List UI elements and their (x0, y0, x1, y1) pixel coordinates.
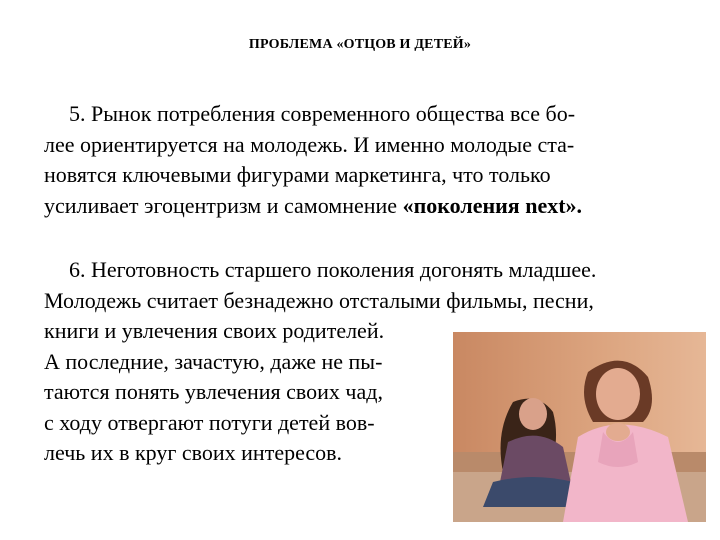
paragraph-6-line-2: Молодежь считает безнадежно отсталыми фильмы, песни, (44, 287, 594, 313)
paragraph-5-line-4-text: усиливает эгоцентризм и самомнение (44, 192, 403, 218)
paragraph-6-line-7: лечь их в круг своих интересов. (44, 440, 343, 465)
paragraph-6-line-3: книги и увлечения своих родителей. (44, 318, 385, 343)
paragraph-6-line-5: таются понять увлечения своих чад, (44, 379, 383, 404)
paragraph-6-line-1: 6. Неготовность старшего поколения догонять младшее. (69, 257, 597, 282)
mother-daughter-photo (453, 332, 706, 522)
paragraph-5-line-1: 5. Рынок потребления современного общества все бо- (69, 101, 576, 126)
paragraph-5-line-2: лее ориентируется на молодежь. И именно молодые ста- (44, 131, 575, 157)
generation-next-emphasis: «поколения next». (402, 192, 583, 218)
paragraph-6-line-4: А последние, зачастую, даже не пы- (44, 348, 383, 374)
paragraph-5-line-3: новятся ключевыми фигурами маркетинга, что только (44, 162, 551, 187)
slide-title: ПРОБЛЕМА «ОТЦОВ И ДЕТЕЙ» (248, 37, 472, 52)
photo-mother-and-daughter-icon (453, 332, 706, 522)
paragraph-6-line-6: с ходу отвергают потуги детей вов- (44, 409, 375, 435)
paragraph-5 (44, 99, 684, 221)
paragraph-5-line-4 (44, 191, 684, 222)
